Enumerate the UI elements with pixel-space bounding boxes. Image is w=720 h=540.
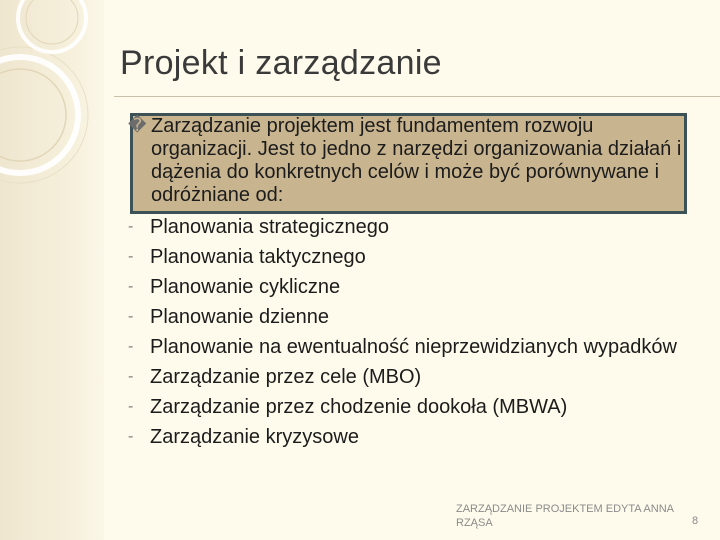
dash-bullet: - <box>128 248 134 265</box>
slide-title: Projekt i zarządzanie <box>120 44 442 82</box>
list-item-text: Planowanie dzienne <box>150 306 330 328</box>
list-item-text: Planowanie cykliczne <box>150 276 341 298</box>
dash-bullet: - <box>128 338 134 355</box>
dash-bullet: - <box>128 428 134 445</box>
list-item-text: Planowania taktycznego <box>150 246 366 268</box>
list-item <box>128 336 698 358</box>
list-item-text: Zarządzanie przez cele (MBO) <box>150 366 422 388</box>
list-item <box>128 216 698 238</box>
list-item-text: Zarządzanie przez chodzenie dookoła (MBWA) <box>150 396 568 418</box>
list-item <box>128 396 698 418</box>
title-divider <box>114 96 720 97</box>
list-item <box>128 306 698 328</box>
list-item <box>128 276 698 298</box>
decorative-circles <box>0 0 140 200</box>
page-number: 8 <box>692 515 699 527</box>
dash-bullet: - <box>128 218 134 235</box>
list-item <box>128 366 698 388</box>
list-item-text: Planowania strategicznego <box>150 216 390 238</box>
intro-paragraph: Zarządzanie projektem jest fundamentem rozwoju organizacji. Jest to jedno z narzędzi organizowania działań i dążenia do konkretnych celów i może być porównywane i odróżniane od: <box>151 115 682 206</box>
list-item-text: Planowanie na ewentualność nieprzewidzianych wypadków <box>150 336 677 358</box>
comparison-list <box>128 216 698 456</box>
list-item-text: Zarządzanie kryzysowe <box>150 426 359 448</box>
footer-text: ZARZĄDZANIE PROJEKTEM EDYTA ANNA RZĄSA <box>456 503 674 529</box>
dash-bullet: - <box>128 398 134 415</box>
dash-bullet: - <box>128 368 134 385</box>
list-item <box>128 426 698 448</box>
list-item <box>128 246 698 268</box>
dash-bullet: - <box>128 308 134 325</box>
dash-bullet: - <box>128 278 134 295</box>
intro-bullet-icon: � <box>128 115 147 135</box>
